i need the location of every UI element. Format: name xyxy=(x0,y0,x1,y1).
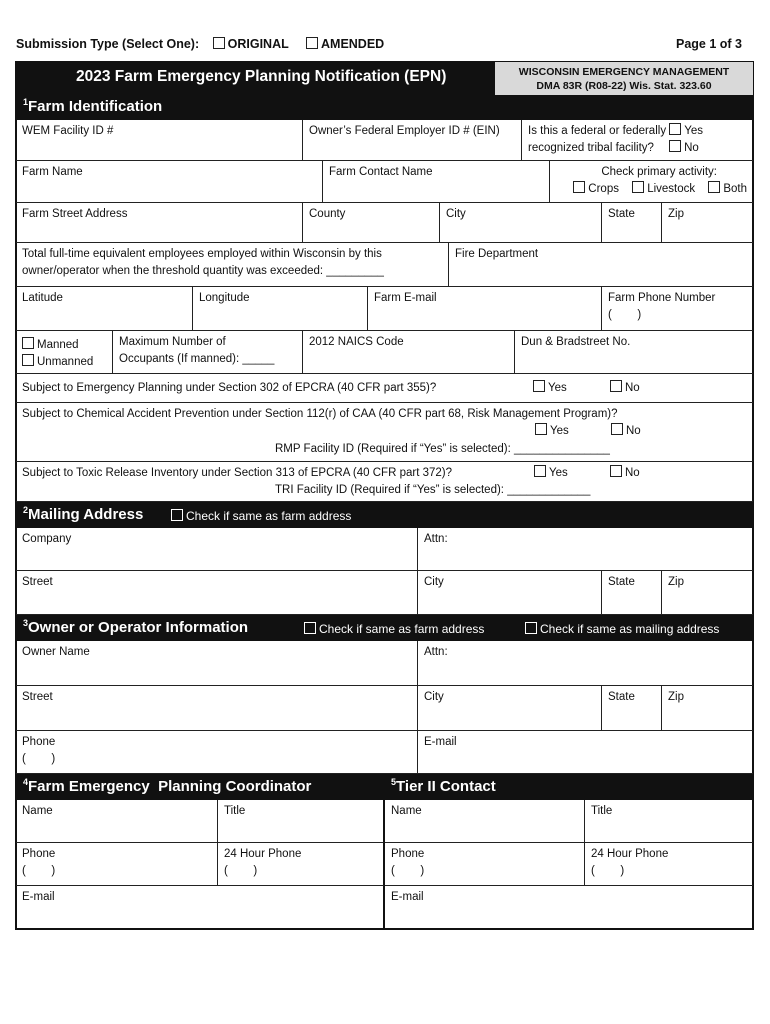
federal-question-line1: Is this a federal or federally xyxy=(528,125,667,137)
epcra-302-no-checkbox[interactable] xyxy=(610,380,622,392)
form-title: 2023 Farm Emergency Planning Notification (EPN) xyxy=(76,68,447,85)
farm-phone-parens: ( ) xyxy=(608,309,642,321)
fte-employees-field[interactable] xyxy=(16,243,449,287)
tri-313-no-label: No xyxy=(625,467,640,479)
naics-code-label: 2012 NAICS Code xyxy=(309,336,404,348)
section-1-header xyxy=(16,95,753,120)
section-4-title: $^4$Farm Emergency Planning Coordinator xyxy=(23,777,312,795)
owner-phone-parens: ( ) xyxy=(22,753,56,765)
farm-state-label: State xyxy=(608,208,635,220)
section-4-number: 4 xyxy=(23,777,29,787)
amended-label: AMENDED xyxy=(321,37,385,51)
page-number: Page 1 of 3 xyxy=(676,37,742,51)
caa-112r-row xyxy=(16,403,753,462)
tier2-name-field[interactable] xyxy=(385,800,585,843)
amended-checkbox[interactable] xyxy=(306,37,318,49)
both-checkbox[interactable] xyxy=(708,181,720,193)
mailing-state-field[interactable] xyxy=(602,571,662,615)
latitude-label: Latitude xyxy=(22,292,63,304)
section-1-number: 1 xyxy=(23,97,29,107)
owner-zip-field[interactable] xyxy=(662,686,753,731)
owner-street-field[interactable] xyxy=(16,686,418,731)
submission-type-label: Submission Type (Select One): xyxy=(16,37,200,51)
farm-name-label: Farm Name xyxy=(22,166,83,178)
section-3-title: $^3$Owner or Operator Information xyxy=(23,618,249,636)
crops-checkbox[interactable] xyxy=(573,181,585,193)
mailing-same-as-farm-checkbox[interactable] xyxy=(171,509,183,521)
unmanned-checkbox[interactable] xyxy=(22,354,34,366)
manned-label: Manned xyxy=(37,339,79,351)
fire-department-label: Fire Department xyxy=(455,248,539,260)
farm-email-label: Farm E-mail xyxy=(374,292,437,304)
farm-phone-label: Farm Phone Number xyxy=(608,292,716,304)
farm-state-field[interactable] xyxy=(602,203,662,243)
company-field[interactable] xyxy=(16,528,418,571)
coordinator-phone-parens: ( ) xyxy=(22,865,56,877)
coordinator-email-field[interactable] xyxy=(16,886,385,929)
mailing-same-as-farm-label: Check if same as farm address xyxy=(186,509,352,523)
owner-same-as-farm[interactable] xyxy=(304,622,484,636)
tier2-phone-parens: ( ) xyxy=(391,865,425,877)
tier2-email-label: E-mail xyxy=(391,891,424,903)
original-checkbox[interactable] xyxy=(213,37,225,49)
company-label: Company xyxy=(22,533,72,545)
owner-phone-field[interactable] xyxy=(16,731,418,774)
caa-112r-yes-checkbox[interactable] xyxy=(535,423,547,435)
mailing-state-label: State xyxy=(608,576,635,588)
section-1-title: $^1$Farm Identification xyxy=(23,97,163,115)
mailing-street-label: Street xyxy=(22,576,53,588)
county-label: County xyxy=(309,208,346,220)
ein-field[interactable] xyxy=(303,120,522,161)
epcra-302-yes-label: Yes xyxy=(548,382,567,394)
federal-yes-checkbox[interactable] xyxy=(669,123,681,135)
caa-112r-no-checkbox[interactable] xyxy=(611,423,623,435)
section-2-number: 2 xyxy=(23,505,29,515)
farm-zip-field[interactable] xyxy=(662,203,753,243)
dun-bradstreet-label: Dun & Bradstreet No. xyxy=(521,336,631,348)
mailing-same-as-farm[interactable] xyxy=(171,509,351,523)
coordinator-name-label: Name xyxy=(22,805,53,817)
caa-112r-question: Subject to Chemical Accident Prevention under Section 112(r) of CAA (40 CFR part 68, Risk Management Program)? xyxy=(22,408,618,420)
manned-options xyxy=(16,331,113,374)
coordinator-title-field[interactable] xyxy=(218,800,385,843)
fte-label-line1: Total full-time equivalent employees employed within Wisconsin by this xyxy=(22,248,382,260)
tri-313-yes-checkbox[interactable] xyxy=(534,465,546,477)
tri-313-question: Subject to Toxic Release Inventory under Section 313 of EPCRA (40 CFR part 372)? xyxy=(22,467,452,479)
tri-313-yes-label: Yes xyxy=(549,467,568,479)
coordinator-24hr-phone-label: 24 Hour Phone xyxy=(224,848,302,860)
owner-email-field[interactable] xyxy=(418,731,753,774)
section-4-5-header xyxy=(16,774,753,800)
farm-city-label: City xyxy=(446,208,466,220)
original-option[interactable] xyxy=(213,37,289,51)
farm-street-label: Farm Street Address xyxy=(22,208,128,220)
section-3-number: 3 xyxy=(23,618,29,628)
livestock-checkbox[interactable] xyxy=(632,181,644,193)
max-occupants-line2: Occupants (If manned): _____ xyxy=(119,353,275,365)
farm-phone-field[interactable] xyxy=(602,287,753,331)
dun-bradstreet-field[interactable] xyxy=(515,331,753,374)
farm-name-field[interactable] xyxy=(16,161,323,203)
tri-313-row xyxy=(16,462,753,502)
amended-option[interactable] xyxy=(306,37,384,51)
owner-attn-field[interactable] xyxy=(418,641,753,686)
livestock-label: Livestock xyxy=(647,183,696,195)
section-2-header xyxy=(16,502,753,528)
tier2-email-field[interactable] xyxy=(385,886,753,929)
owner-name-field[interactable] xyxy=(16,641,418,686)
coordinator-24hr-phone-parens: ( ) xyxy=(224,865,258,877)
owner-street-label: Street xyxy=(22,691,53,703)
primary-activity xyxy=(550,161,753,203)
ein-label: Owner’s Federal Employer ID # (EIN) xyxy=(309,125,500,137)
tier2-phone-field[interactable] xyxy=(385,843,585,886)
coordinator-name-field[interactable] xyxy=(16,800,218,843)
owner-email-label: E-mail xyxy=(424,736,457,748)
section-2-title: $^2$Mailing Address xyxy=(23,505,144,523)
coordinator-phone-field[interactable] xyxy=(16,843,218,886)
longitude-field[interactable] xyxy=(193,287,368,331)
mailing-city-field[interactable] xyxy=(418,571,602,615)
naics-code-field[interactable] xyxy=(303,331,515,374)
epcra-302-question: Subject to Emergency Planning under Section 302 of EPCRA (40 CFR part 355)? xyxy=(22,382,437,394)
submission-type-row xyxy=(16,37,384,51)
mailing-city-label: City xyxy=(424,576,444,588)
farm-contact-name-field[interactable] xyxy=(323,161,550,203)
federal-no-checkbox[interactable] xyxy=(669,140,681,152)
crops-label: Crops xyxy=(588,183,619,195)
longitude-label: Longitude xyxy=(199,292,250,304)
manned-checkbox[interactable] xyxy=(22,337,34,349)
tri-313-no-checkbox[interactable] xyxy=(610,465,622,477)
tier2-24hr-phone-label: 24 Hour Phone xyxy=(591,848,669,860)
farm-zip-label: Zip xyxy=(668,208,684,220)
tier2-24hr-phone-parens: ( ) xyxy=(591,865,625,877)
epcra-302-row xyxy=(16,374,753,403)
agency-box xyxy=(494,62,753,95)
max-occupants-line1: Maximum Number of xyxy=(119,336,226,348)
mailing-zip-field[interactable] xyxy=(662,571,753,615)
owner-zip-label: Zip xyxy=(668,691,684,703)
rmp-facility-id-field[interactable]: RMP Facility ID (Required if “Yes” is selected): _______________ xyxy=(275,443,610,455)
federal-facility-question xyxy=(522,120,753,161)
tier2-name-label: Name xyxy=(391,805,422,817)
owner-same-as-mailing-label: Check if same as mailing address xyxy=(540,622,720,636)
tier2-title-field[interactable] xyxy=(585,800,753,843)
owner-name-label: Owner Name xyxy=(22,646,90,658)
mailing-attn-field[interactable] xyxy=(418,528,753,571)
farm-contact-name-label: Farm Contact Name xyxy=(329,166,433,178)
owner-state-label: State xyxy=(608,691,635,703)
owner-phone-label: Phone xyxy=(22,736,56,748)
coordinator-title-label: Title xyxy=(224,805,246,817)
farm-street-field[interactable] xyxy=(16,203,303,243)
both-label: Both xyxy=(723,183,747,195)
wem-facility-id-label: WEM Facility ID # xyxy=(22,125,114,137)
coordinator-email-label: E-mail xyxy=(22,891,55,903)
owner-city-field[interactable] xyxy=(418,686,602,731)
agency-name: WISCONSIN EMERGENCY MANAGEMENT xyxy=(518,66,730,78)
section-5-title: $^5$Tier II Contact xyxy=(391,777,496,795)
caa-112r-no-label: No xyxy=(626,425,641,437)
section-3-header xyxy=(16,615,753,641)
owner-state-field[interactable] xyxy=(602,686,662,731)
section-5-number: 5 xyxy=(391,777,397,787)
epcra-302-no-label: No xyxy=(625,382,640,394)
mailing-zip-label: Zip xyxy=(668,576,684,588)
mailing-street-field[interactable] xyxy=(16,571,418,615)
tier2-title-label: Title xyxy=(591,805,613,817)
title-bar xyxy=(16,62,494,95)
tier2-phone-label: Phone xyxy=(391,848,425,860)
county-field[interactable] xyxy=(303,203,440,243)
form-id: DMA 83R (R08-22) Wis. Stat. 323.60 xyxy=(536,80,712,92)
max-occupants-field[interactable] xyxy=(113,331,303,374)
federal-question-line2: recognized tribal facility? xyxy=(528,142,654,154)
mailing-attn-label: Attn: xyxy=(424,533,448,545)
owner-city-label: City xyxy=(424,691,444,703)
owner-same-as-mailing[interactable] xyxy=(525,622,719,636)
tier2-24hr-phone-field[interactable] xyxy=(585,843,753,886)
owner-same-as-farm-label: Check if same as farm address xyxy=(319,622,485,636)
farm-email-field[interactable] xyxy=(368,287,602,331)
original-label: ORIGINAL xyxy=(227,37,289,51)
primary-activity-label: Check primary activity: xyxy=(601,166,717,178)
federal-no-label: No xyxy=(684,142,699,154)
federal-yes-label: Yes xyxy=(684,125,704,137)
owner-same-as-mailing-checkbox[interactable] xyxy=(525,622,537,634)
coordinator-phone-label: Phone xyxy=(22,848,56,860)
latitude-field[interactable] xyxy=(16,287,193,331)
farm-city-field[interactable] xyxy=(440,203,602,243)
fte-label-line2: owner/operator when the threshold quantity was exceeded: _________ xyxy=(22,265,384,277)
wem-facility-id-field[interactable] xyxy=(16,120,303,161)
unmanned-label: Unmanned xyxy=(37,356,94,368)
epcra-302-yes-checkbox[interactable] xyxy=(533,380,545,392)
fire-department-field[interactable] xyxy=(449,243,753,287)
caa-112r-yes-label: Yes xyxy=(550,425,569,437)
tri-facility-id-field[interactable]: TRI Facility ID (Required if “Yes” is selected): _____________ xyxy=(275,484,591,496)
owner-same-as-farm-checkbox[interactable] xyxy=(304,622,316,634)
coordinator-24hr-phone-field[interactable] xyxy=(218,843,385,886)
owner-attn-label: Attn: xyxy=(424,646,448,658)
